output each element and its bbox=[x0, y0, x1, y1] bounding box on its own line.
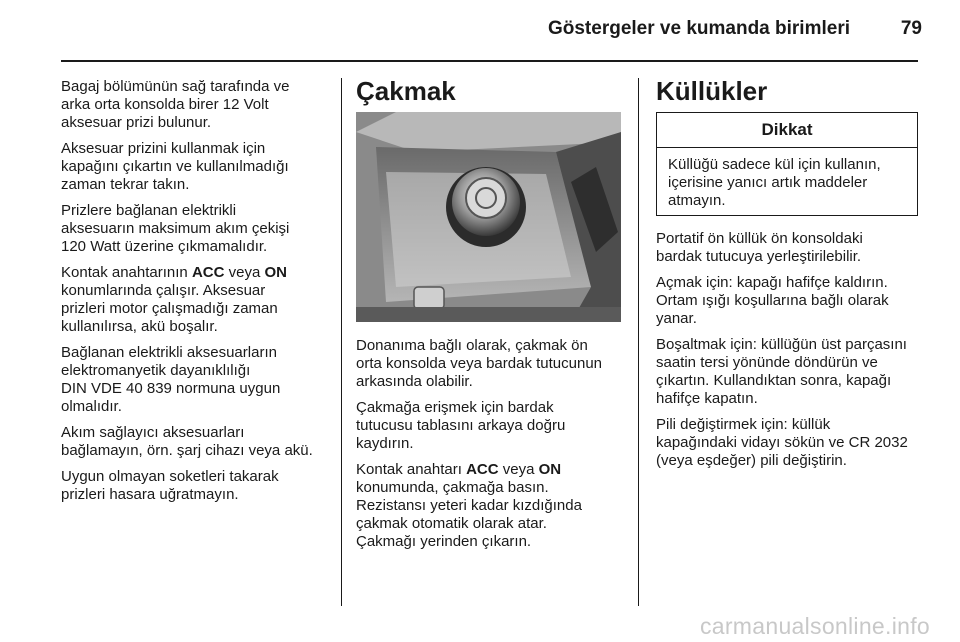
column-1 bbox=[61, 78, 333, 512]
caution-box bbox=[656, 112, 918, 216]
on-label: ON bbox=[538, 461, 562, 478]
column-3-text bbox=[656, 230, 926, 478]
paragraph: Kontak anahtarının ACC veya ON konumlarında çalışır. Aksesuar prizleri motor çalışmadığı zaman kullanılırsa, akü boşalır. bbox=[61, 264, 287, 335]
paragraph: Aksesuar prizini kullanmak için kapağını çıkartın ve kullanılmadığı zaman tekrar takın. bbox=[61, 140, 289, 193]
page-header-title: Göstergeler ve kumanda birimleri bbox=[547, 18, 850, 39]
paragraph: Bagaj bölümünün sağ tarafında ve arka orta konsolda birer 12 Volt aksesuar prizi bulunur. bbox=[61, 78, 290, 131]
column-divider-1 bbox=[341, 78, 342, 606]
paragraph: Bağlanan elektrikli aksesuarların elektromanyetik dayanıklılığı DIN VDE 40 839 normuna uygun olmalıdır. bbox=[61, 344, 281, 415]
paragraph: Boşaltmak için: küllüğün üst parçasını saatin tersi yönünde döndürün ve çıkartın. Kullandıktan sonra, kapağı hafifçe kapatın. bbox=[656, 336, 907, 407]
acc-label: ACC bbox=[191, 264, 225, 281]
section-title-ashtrays: Küllükler bbox=[656, 76, 768, 106]
column-2 bbox=[356, 76, 634, 106]
paragraph: Uygun olmayan soketleri takarak prizleri hasara uğratmayın. bbox=[61, 468, 279, 503]
paragraph: Akım sağlayıcı aksesuarları bağlamayın, örn. şarj cihazı veya akü. bbox=[61, 424, 313, 459]
header-divider bbox=[61, 60, 918, 62]
page-number: 79 bbox=[900, 18, 922, 39]
paragraph: Portatif ön küllük ön konsoldaki bardak tutucuya yerleştirilebilir. bbox=[656, 230, 863, 265]
paragraph: Çakmağa erişmek için bardak tutucusu tablasını arkaya doğru kaydırın. bbox=[356, 399, 566, 452]
paragraph: Donanıma bağlı olarak, çakmak ön orta konsolda veya bardak tutucunun arkasında olabilir. bbox=[356, 337, 602, 390]
paragraph: Prizlere bağlanan elektrikli aksesuarın maksimum akım çekişi 120 Watt üzerine çıkmamalıdır. bbox=[61, 202, 290, 255]
paragraph: Pili değiştirmek için: küllük kapağındaki vidayı sökün ve CR 2032 (veya eşdeğer) pili değiştirin. bbox=[656, 416, 908, 469]
paragraph: Açmak için: kapağı hafifçe kaldırın. Ortam ışığı koşullarına bağlı olarak yanar. bbox=[656, 274, 889, 327]
column-divider-2 bbox=[638, 78, 639, 606]
caution-text: Küllüğü sadece kül için kullanın, içerisine yanıcı artık maddeler atmayın. bbox=[668, 156, 881, 209]
column-3 bbox=[656, 76, 926, 106]
column-2-text bbox=[356, 337, 634, 559]
watermark: carmanualsonline.info bbox=[699, 613, 930, 639]
caution-title: Dikkat bbox=[657, 113, 917, 148]
paragraph: Kontak anahtarı ACC veya ON konumunda, çakmağa basın. Rezistansı yeteri kadar kızdığında çakmak otomatik olarak atar. Çakmağı yerinden çıkarın. bbox=[356, 461, 582, 550]
section-title-cigarette-lighter: Çakmak bbox=[356, 76, 456, 106]
on-label: ON bbox=[264, 264, 287, 281]
acc-label: ACC bbox=[466, 461, 499, 478]
cigarette-lighter-photo bbox=[356, 112, 621, 322]
